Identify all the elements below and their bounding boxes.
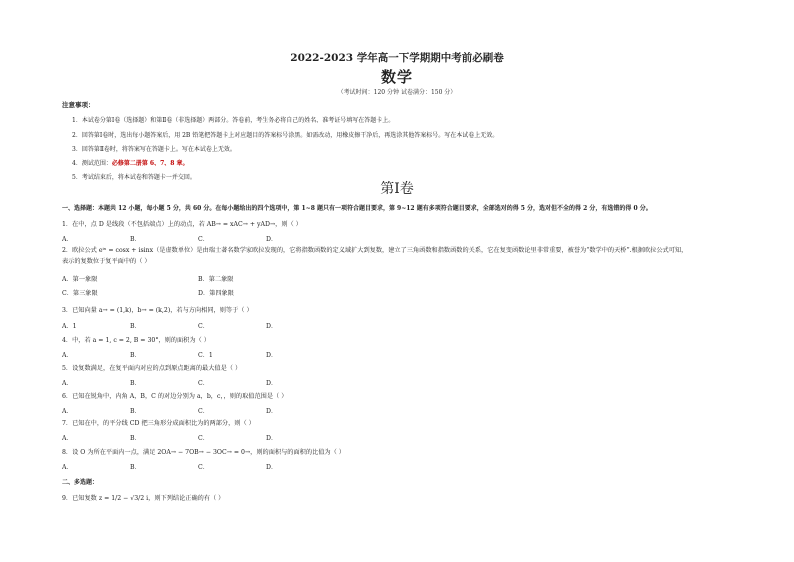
q7-option-b: B． [130,435,141,442]
question-1: 1．在中，点 D 是线段（不包括端点）上的动点，若 AB→ = xAC→ + yAD→，则（ ） [62,221,302,228]
q8-option-c: C． [198,464,209,471]
q4-option-b: B． [130,352,141,359]
q2-option-a: A．第一象限 [62,276,98,283]
question-7: 7．已知在中，的平分线 CD 把三角形分成面积比为的两部分，则（ ） [62,420,255,427]
notice-item-1: 1．本试卷分第Ⅰ卷（选择题）和第Ⅱ卷（非选择题）两部分。答卷前，考生务必将自己的姓名、准考证号填写在答题卡上。 [72,117,395,124]
q1-option-b: B． [130,236,141,243]
notice-item-5: 5．考试结束后，将本试卷和答题卡一并交回。 [72,174,196,181]
q5-option-a: A． [62,380,73,387]
q6-option-d: D． [266,408,278,415]
q3-option-c: C． [198,323,209,330]
q7-option-a: A． [62,435,73,442]
q8-option-a: A． [62,464,73,471]
q8-option-b: B． [130,464,141,471]
question-8: 8．设 O 为所在平面内一点，满足 2OA→ − 7OB→ − 3OC→ = 0→，则的面积与的面积的比值为（ ） [62,449,345,456]
subject-heading: 数学 [380,68,413,86]
q8-option-d: D． [266,464,278,471]
q3-option-a: A．1 [62,323,77,330]
q6-option-c: C． [198,408,209,415]
notice-item-4-label: 4．测试范围： [72,160,112,167]
q1-option-c: C． [198,236,209,243]
notice-item-4 [72,158,189,167]
section-2-heading: 二、多选题： [62,479,99,486]
q6-option-b: B． [130,408,141,415]
question-2-line-1: 2．欧拉公式 eⁱˣ = cosx + isinx（是虚数单位）是由瑞士著名数学家欧拉发现的，它将指数函数的定义域扩大到复数，建立了三角函数和指数函数的关系，它在复变函数论里非常重要，被誉为“数学中的天桥”.根据欧拉公式可知， [62,247,688,254]
q1-option-a: A． [62,236,73,243]
q3-option-d: D． [266,323,278,330]
question-3: 3．已知向量 a→ = (1,k)，b→ = (k,2)，若与方向相同，则等于（ ） [62,307,253,314]
q4-option-a: A． [62,352,73,359]
q4-option-d: D． [266,352,278,359]
question-2 [62,245,752,267]
q2-option-c: C．第三象限 [62,290,98,297]
q5-option-d: D． [266,380,278,387]
question-6: 6．已知在锐角中，内角 A，B，C 的对边分别为 a，b，c，，则的取值范围是（ ） [62,393,288,400]
q5-option-b: B． [130,380,141,387]
test-range: 必修第二册第 6、7、8 章。 [111,160,189,167]
question-4: 4．中，若 a = 1, c = 2, B = 30°，则的面积为（ ） [62,337,210,344]
q4-option-c: C．1 [198,352,213,359]
section-1-instructions: 一、选择题：本题共 12 小题，每小题 5 分，共 60 分。在每小题给出的四个选项中，第 1~8 题只有一项符合题目要求，第 9~12 题有多项符合题目要求，全部选对的得 5 分，选对但不全的得 2 分，有选错的得 0 分。 [62,205,652,212]
q2-option-b: B．第二象限 [198,276,234,283]
exam-meta: （考试时间：120 分钟 试卷满分：150 分） [337,89,457,96]
exam-title: 2022-2023 学年高一下学期期中考前必刷卷 [290,52,504,64]
q3-option-b: B． [130,323,141,330]
question-2-line-2: 表示的复数位于复平面中的（ ） [62,258,151,265]
question-5: 5．设复数满足，在复平面内对应的点到原点距离的最大值是（ ） [62,365,242,372]
q5-option-c: C． [198,380,209,387]
q2-option-d: D．第四象限 [198,290,234,297]
q7-option-d: D． [266,435,278,442]
notice-item-3: 3．回答第Ⅱ卷时，将答案写在答题卡上。写在本试卷上无效。 [72,146,236,153]
notice-item-2: 2．回答第Ⅰ卷时，选出每小题答案后，用 2B 铅笔把答题卡上对应题目的答案标号涂黑。如需改动，用橡皮擦干净后，再选涂其他答案标号。写在本试卷上无效。 [72,132,499,139]
volume-heading: 第Ⅰ卷 [380,181,414,197]
question-9: 9．已知复数 z = 1/2 − √3/2 i，则下列结论正确的有（ ） [62,495,225,502]
q7-option-c: C． [198,435,209,442]
q1-option-d: D． [266,236,278,243]
notice-heading: 注意事项： [62,101,95,109]
q6-option-a: A． [62,408,73,415]
